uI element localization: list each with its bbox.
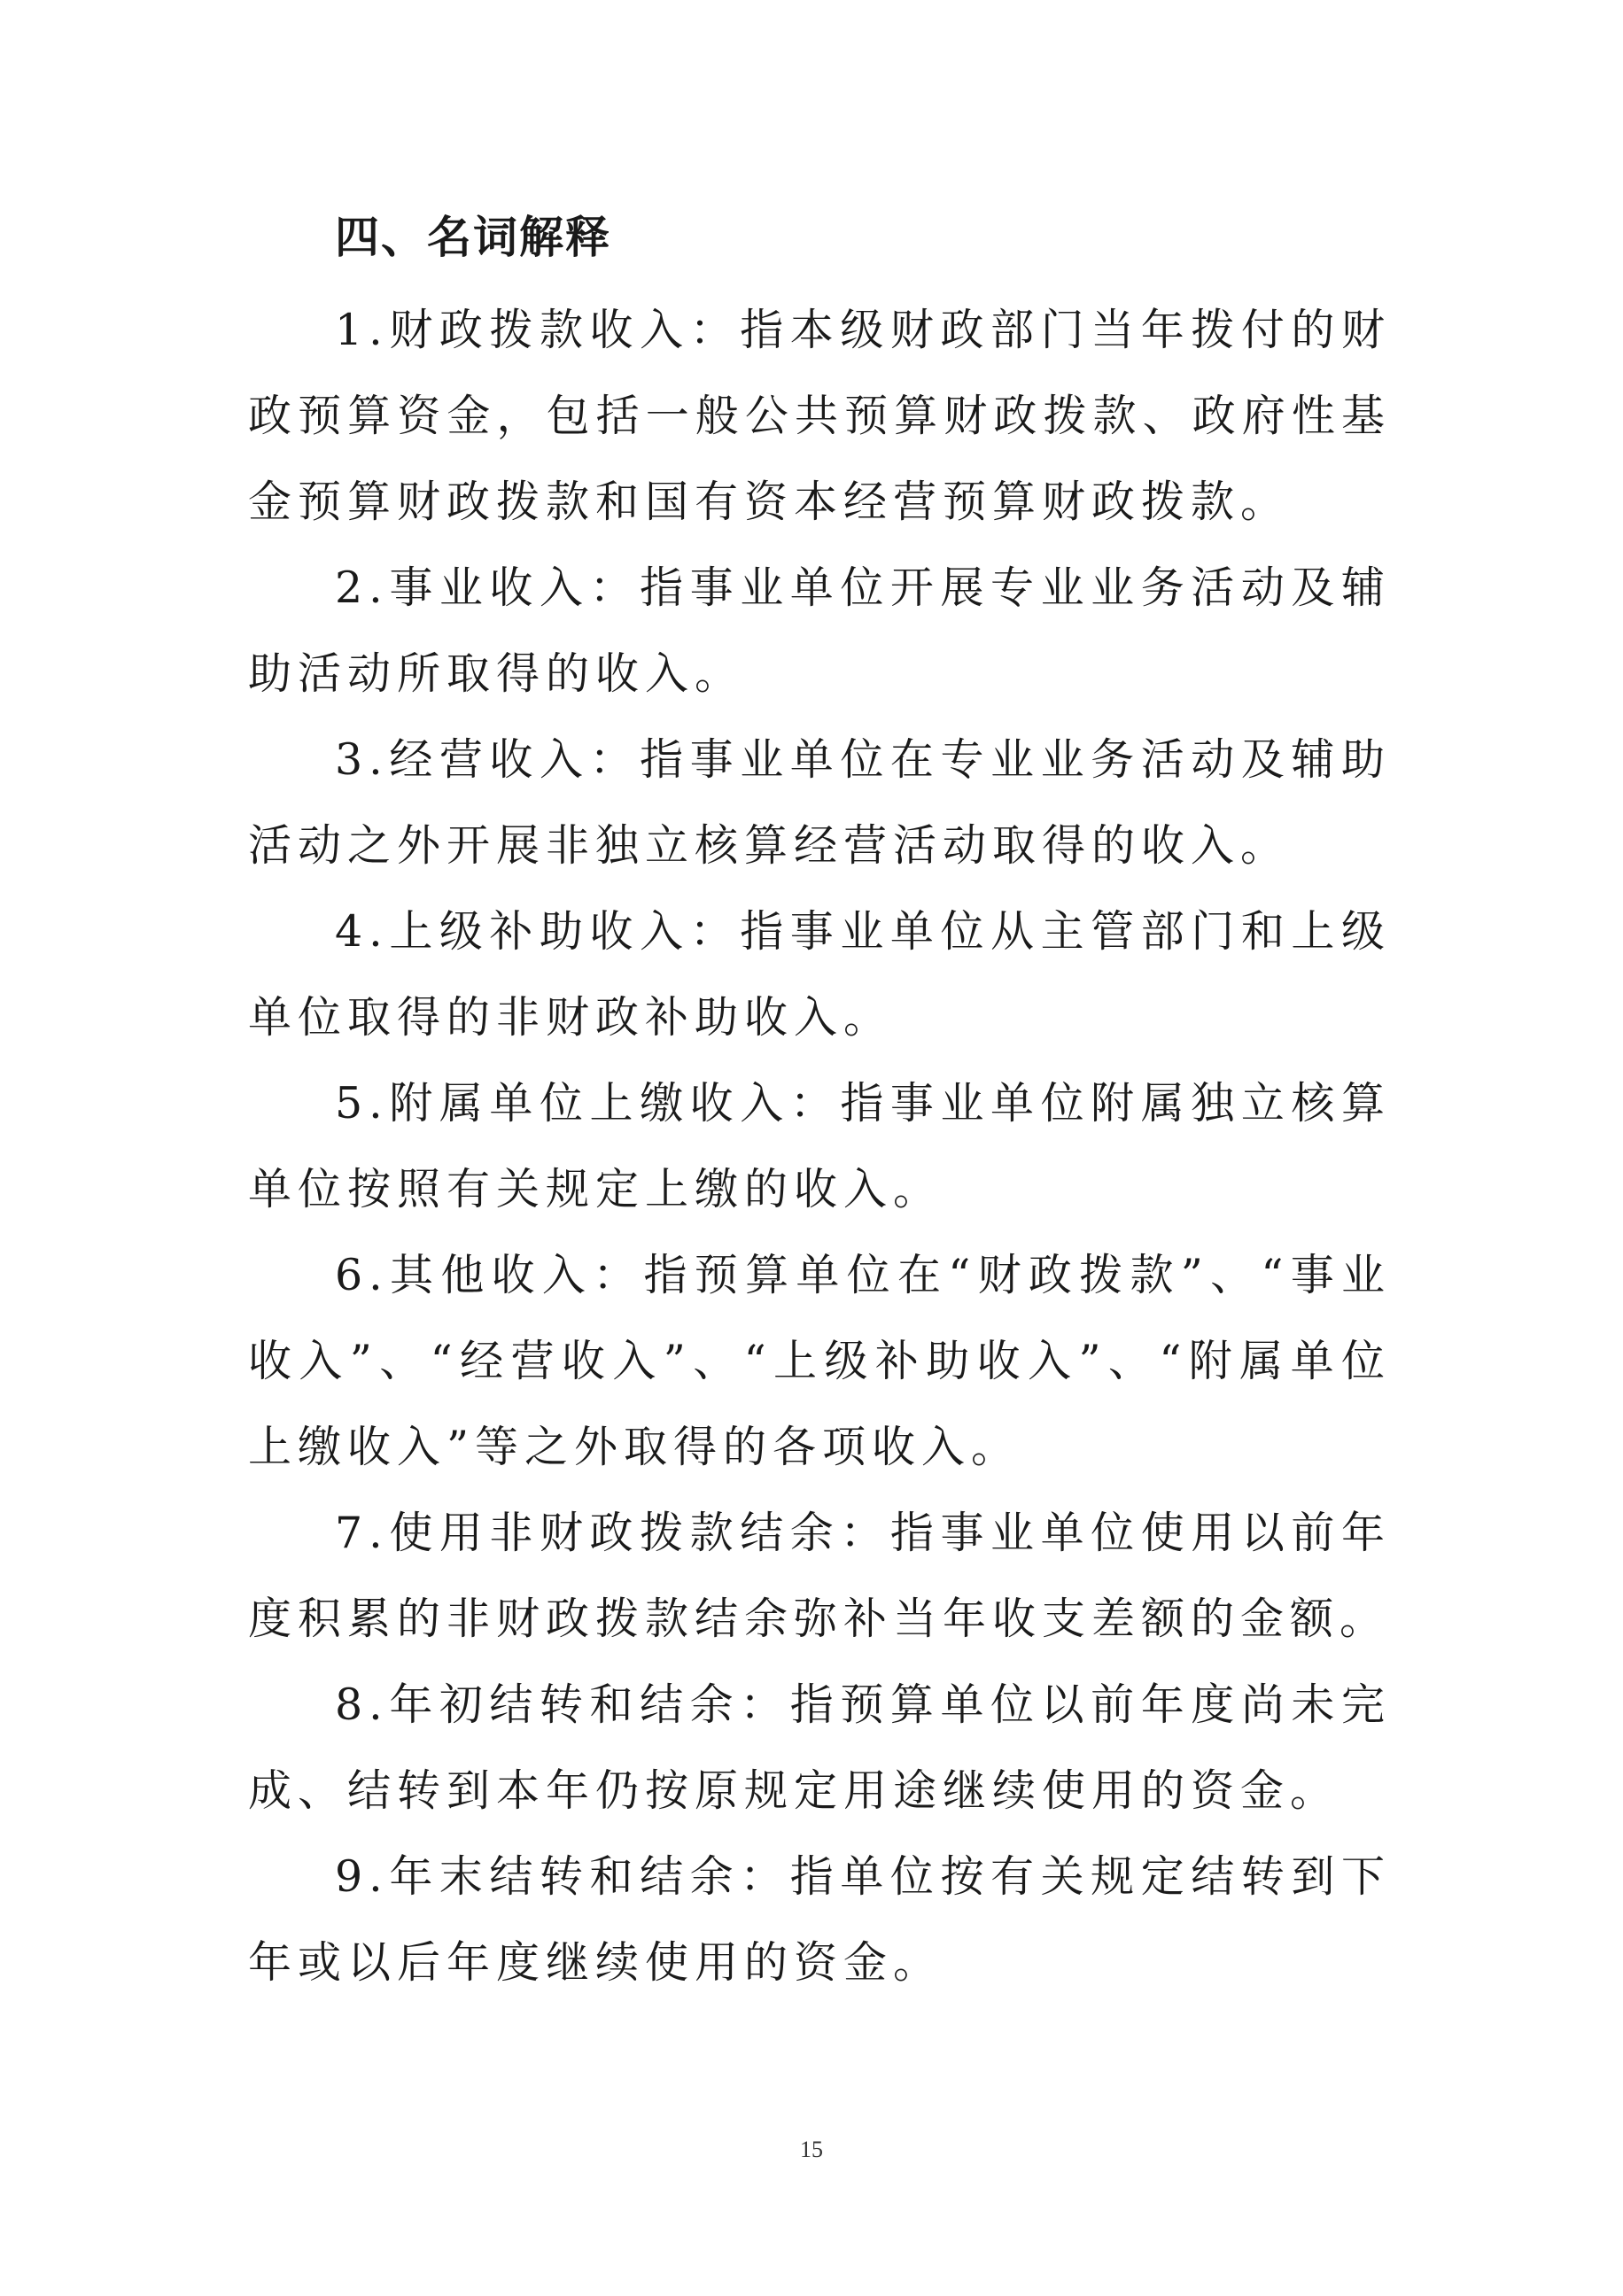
definition-paragraph: 9.年末结转和结余：指单位按有关规定结转到下年或以后年度继续使用的资金。 <box>248 1851 1391 1988</box>
definition-paragraph: 5.附属单位上缴收入：指事业单位附属独立核算单位按照有关规定上缴的收入。 <box>248 1078 1391 1214</box>
page-number: 15 <box>800 2137 823 2162</box>
section-heading: 四、名词解释 <box>335 212 611 263</box>
definition-paragraph: 3.经营收入：指事业单位在专业业务活动及辅助活动之外开展非独立核算经营活动取得的收入。 <box>248 734 1391 871</box>
definition-paragraph: 7.使用非财政拨款结余：指事业单位使用以前年度积累的非财政拨款结余弥补当年收支差额的金额。 <box>248 1508 1391 1644</box>
definition-paragraph: 1.财政拨款收入：指本级财政部门当年拨付的财政预算资金，包括一般公共预算财政拨款、政府性基金预算财政拨款和国有资本经营预算财政拨款。 <box>248 305 1391 527</box>
definition-paragraph: 8.年初结转和结余：指预算单位以前年度尚未完成、结转到本年仍按原规定用途继续使用的资金。 <box>248 1679 1391 1816</box>
definition-paragraph: 4.上级补助收入：指事业单位从主管部门和上级单位取得的非财政补助收入。 <box>248 906 1391 1043</box>
definitions-list <box>248 287 1391 2005</box>
definition-paragraph: 6.其他收入：指预算单位在“财政拨款”、“事业收入”、“经营收入”、“上级补助收入”、“附属单位上缴收入”等之外取得的各项收入。 <box>248 1250 1391 1472</box>
definition-paragraph: 2.事业收入：指事业单位开展专业业务活动及辅助活动所取得的收入。 <box>248 562 1391 699</box>
